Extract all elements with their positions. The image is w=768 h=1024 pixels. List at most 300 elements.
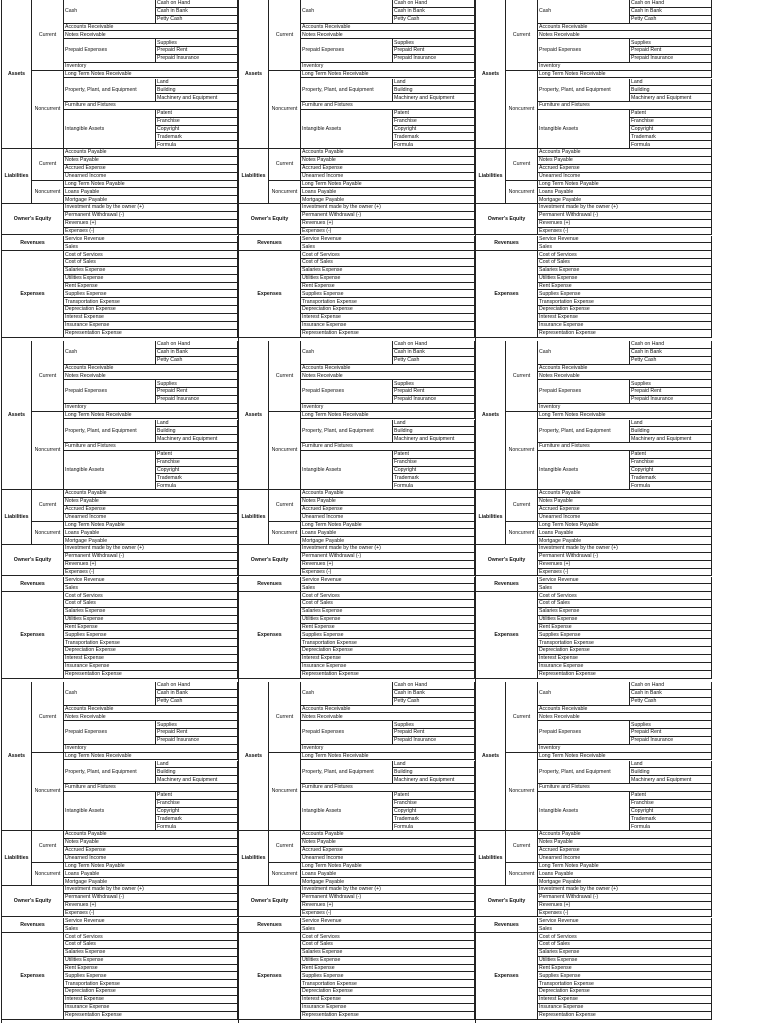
account-item: Accounts Receivable <box>538 365 712 373</box>
account-item: Long Term Notes Payable <box>64 522 238 530</box>
account-item: Intangible Assets <box>301 451 393 490</box>
account-sub-item: Building <box>630 768 712 776</box>
account-sub-item: Land <box>393 420 475 428</box>
account-item: Mortgage Payable <box>301 537 475 545</box>
account-item: Depreciation Expense <box>538 647 712 655</box>
account-item: Depreciation Expense <box>64 988 238 996</box>
account-category-label: Expenses <box>239 251 301 337</box>
account-sub-item: Building <box>393 427 475 435</box>
account-category-label: Expenses <box>476 251 538 337</box>
account-sub-item: Patent <box>630 451 712 459</box>
account-item: Transportation Expense <box>64 639 238 647</box>
account-item: Accrued Expense <box>64 165 238 173</box>
account-sub-item: Prepaid Rent <box>156 729 238 737</box>
account-item: Interest Expense <box>64 655 238 663</box>
account-item: Permanent Withdrawal (-) <box>64 894 238 902</box>
account-block-8 <box>238 682 474 1023</box>
account-item: Insurance Expense <box>301 663 475 671</box>
account-item: Cost of Services <box>538 592 712 600</box>
account-sub-item: Prepaid Rent <box>393 729 475 737</box>
account-group-label: Noncurrent <box>269 753 301 832</box>
account-group-label: Noncurrent <box>506 71 538 150</box>
account-sub-item: Trademark <box>156 815 238 823</box>
account-item: Supplies Expense <box>538 631 712 639</box>
account-item: Furniture and Fixtures <box>64 102 238 110</box>
account-sub-item: Trademark <box>156 474 238 482</box>
account-sub-item: Patent <box>630 792 712 800</box>
account-item: Inventory <box>538 404 712 412</box>
account-item: Service Revenue <box>301 236 475 244</box>
account-sub-item: Prepaid Insurance <box>393 396 475 404</box>
account-item: Investment made by the owner (+) <box>538 204 712 212</box>
account-item: Revenues (+) <box>538 902 712 910</box>
account-group-label: Noncurrent <box>32 71 64 150</box>
account-item: Supplies Expense <box>64 290 238 298</box>
account-item: Sales <box>538 925 712 933</box>
account-item: Long Term Notes Receivable <box>64 753 238 761</box>
account-item: Sales <box>64 925 238 933</box>
account-item: Long Term Notes Payable <box>64 181 238 189</box>
account-item: Notes Payable <box>64 498 238 506</box>
account-item: Expenses (-) <box>538 910 712 918</box>
account-group-label: Noncurrent <box>269 412 301 491</box>
account-item: Transportation Expense <box>64 298 238 306</box>
account-sub-item: Formula <box>630 823 712 831</box>
account-item: Interest Expense <box>301 655 475 663</box>
account-sub-item: Petty Cash <box>630 357 712 365</box>
account-sub-item: Petty Cash <box>630 16 712 24</box>
account-item: Sales <box>301 925 475 933</box>
account-item: Revenues (+) <box>538 561 712 569</box>
account-sub-item: Petty Cash <box>156 16 238 24</box>
account-item: Investment made by the owner (+) <box>64 204 238 212</box>
account-item: Mortgage Payable <box>538 537 712 545</box>
account-item: Mortgage Payable <box>64 196 238 204</box>
account-item: Permanent Withdrawal (-) <box>301 894 475 902</box>
account-group-label: Noncurrent <box>32 522 64 546</box>
account-group-label: Current <box>32 0 64 71</box>
account-item: Cost of Services <box>64 592 238 600</box>
account-category-label: Expenses <box>476 933 538 1019</box>
account-item: Cost of Sales <box>301 941 475 949</box>
account-item: Prepaid Expenses <box>301 721 393 745</box>
account-sub-item: Supplies <box>156 721 238 729</box>
account-item: Prepaid Expenses <box>64 39 156 63</box>
account-item: Cash <box>301 682 393 706</box>
account-item: Interest Expense <box>301 314 475 322</box>
account-sub-item: Machinery and Equipment <box>393 776 475 784</box>
account-sub-item: Franchise <box>393 800 475 808</box>
account-item: Utilities Expense <box>538 275 712 283</box>
account-item: Insurance Expense <box>538 663 712 671</box>
account-item: Inventory <box>301 63 475 71</box>
account-block-6 <box>475 341 711 682</box>
account-sub-item: Land <box>393 79 475 87</box>
account-item: Accounts Receivable <box>64 24 238 32</box>
account-sub-item: Franchise <box>156 459 238 467</box>
account-category-label: Assets <box>476 682 506 831</box>
account-sub-item: Building <box>393 768 475 776</box>
account-sub-item: Formula <box>630 141 712 149</box>
account-item: Furniture and Fixtures <box>538 102 712 110</box>
account-item: Cost of Services <box>538 933 712 941</box>
account-item: Property, Plant, and Equipment <box>64 79 156 103</box>
account-item: Long Term Notes Receivable <box>538 753 712 761</box>
account-item: Accounts Receivable <box>538 24 712 32</box>
account-item: Accrued Expense <box>301 506 475 514</box>
account-item: Intangible Assets <box>538 451 630 490</box>
account-item: Cost of Sales <box>64 941 238 949</box>
account-item: Cost of Services <box>64 933 238 941</box>
account-item: Mortgage Payable <box>301 196 475 204</box>
account-sub-item: Franchise <box>156 118 238 126</box>
account-category-label: Assets <box>476 341 506 490</box>
account-sub-item: Cash in Bank <box>630 690 712 698</box>
account-item: Long Term Notes Payable <box>64 863 238 871</box>
account-item: Investment made by the owner (+) <box>301 204 475 212</box>
account-sub-item: Franchise <box>393 459 475 467</box>
account-item: Accounts Payable <box>301 831 475 839</box>
account-item: Loans Payable <box>538 188 712 196</box>
account-item: Loans Payable <box>64 188 238 196</box>
account-sub-item: Copyright <box>630 467 712 475</box>
account-sub-item: Cash on Hand <box>156 341 238 349</box>
account-sub-item: Prepaid Rent <box>630 388 712 396</box>
account-item: Investment made by the owner (+) <box>301 545 475 553</box>
account-item: Transportation Expense <box>64 980 238 988</box>
account-item: Loans Payable <box>64 529 238 537</box>
account-item: Accounts Payable <box>64 490 238 498</box>
account-block-3 <box>475 0 711 341</box>
account-item: Utilities Expense <box>64 275 238 283</box>
account-item: Accounts Payable <box>301 490 475 498</box>
account-item: Notes Payable <box>301 498 475 506</box>
account-sub-item: Petty Cash <box>156 698 238 706</box>
account-item: Notes Payable <box>301 839 475 847</box>
account-sub-item: Patent <box>393 451 475 459</box>
account-item: Representation Expense <box>64 671 238 679</box>
account-item: Unearned Income <box>301 173 475 181</box>
account-item: Prepaid Expenses <box>64 721 156 745</box>
account-category-label: Expenses <box>239 933 301 1019</box>
account-item: Intangible Assets <box>538 110 630 149</box>
account-category-label: Expenses <box>476 592 538 678</box>
account-item: Salaries Expense <box>538 949 712 957</box>
account-block-7 <box>1 682 237 1023</box>
account-sub-item: Cash in Bank <box>630 8 712 16</box>
account-sub-item: Machinery and Equipment <box>156 94 238 102</box>
account-item: Intangible Assets <box>64 792 156 831</box>
account-sub-item: Machinery and Equipment <box>393 94 475 102</box>
account-group-label: Noncurrent <box>506 181 538 205</box>
account-item: Cost of Services <box>301 933 475 941</box>
account-sub-item: Cash on Hand <box>393 682 475 690</box>
account-item: Unearned Income <box>64 855 238 863</box>
account-item: Supplies Expense <box>538 290 712 298</box>
account-item: Accounts Payable <box>301 149 475 157</box>
account-item: Salaries Expense <box>64 267 238 275</box>
account-item: Notes Payable <box>538 839 712 847</box>
account-sub-item: Supplies <box>393 39 475 47</box>
account-item: Inventory <box>538 745 712 753</box>
account-item: Furniture and Fixtures <box>301 102 475 110</box>
account-item: Mortgage Payable <box>64 878 238 886</box>
account-sub-item: Copyright <box>393 467 475 475</box>
account-sub-item: Machinery and Equipment <box>156 435 238 443</box>
account-sub-item: Petty Cash <box>393 698 475 706</box>
account-group-label: Noncurrent <box>32 863 64 887</box>
account-item: Insurance Expense <box>301 1004 475 1012</box>
account-item: Investment made by the owner (+) <box>64 886 238 894</box>
account-sub-item: Machinery and Equipment <box>156 776 238 784</box>
account-item: Revenues (+) <box>301 902 475 910</box>
account-item: Notes Receivable <box>64 713 238 721</box>
account-item: Salaries Expense <box>538 267 712 275</box>
account-sub-item: Prepaid Insurance <box>630 737 712 745</box>
account-item: Cost of Services <box>64 251 238 259</box>
account-sub-item: Prepaid Rent <box>393 47 475 55</box>
account-sub-item: Building <box>156 86 238 94</box>
account-item: Accounts Payable <box>64 149 238 157</box>
account-group-label: Current <box>269 682 301 753</box>
account-item: Expenses (-) <box>538 228 712 236</box>
account-category-label: Assets <box>2 341 32 490</box>
account-category-label: Owner's Equity <box>476 886 538 917</box>
account-item: Mortgage Payable <box>64 537 238 545</box>
account-item: Revenues (+) <box>64 561 238 569</box>
account-item: Notes Payable <box>64 157 238 165</box>
account-category-label: Liabilities <box>476 490 506 545</box>
account-sub-item: Copyright <box>630 808 712 816</box>
account-sub-item: Machinery and Equipment <box>630 776 712 784</box>
account-block-1 <box>1 0 237 341</box>
account-sub-item: Trademark <box>156 133 238 141</box>
account-group-label: Noncurrent <box>32 412 64 491</box>
account-sub-item: Supplies <box>393 380 475 388</box>
account-sub-item: Trademark <box>630 815 712 823</box>
account-item: Depreciation Expense <box>538 988 712 996</box>
account-group-label: Noncurrent <box>32 753 64 832</box>
account-sub-item: Prepaid Rent <box>156 388 238 396</box>
account-item: Notes Payable <box>64 839 238 847</box>
account-sub-item: Building <box>630 427 712 435</box>
account-item: Utilities Expense <box>301 275 475 283</box>
account-item: Sales <box>64 243 238 251</box>
account-category-label: Liabilities <box>2 149 32 204</box>
account-item: Intangible Assets <box>301 792 393 831</box>
account-item: Mortgage Payable <box>301 878 475 886</box>
account-category-label: Revenues <box>476 918 538 934</box>
account-group-label: Current <box>506 831 538 862</box>
account-sub-item: Patent <box>393 110 475 118</box>
account-item: Accounts Receivable <box>538 706 712 714</box>
chart-of-accounts-sheet <box>1 0 767 1023</box>
account-item: Cash <box>301 0 393 24</box>
account-item: Rent Expense <box>301 283 475 291</box>
account-item: Representation Expense <box>301 1012 475 1020</box>
account-sub-item: Patent <box>630 110 712 118</box>
account-category-label: Owner's Equity <box>2 545 64 576</box>
account-item: Permanent Withdrawal (-) <box>301 553 475 561</box>
account-item: Investment made by the owner (+) <box>64 545 238 553</box>
account-item: Permanent Withdrawal (-) <box>301 212 475 220</box>
account-item: Transportation Expense <box>301 298 475 306</box>
account-item: Intangible Assets <box>64 110 156 149</box>
account-item: Representation Expense <box>538 330 712 338</box>
account-item: Furniture and Fixtures <box>64 784 238 792</box>
account-sub-item: Copyright <box>393 126 475 134</box>
account-item: Permanent Withdrawal (-) <box>64 553 238 561</box>
account-group-label: Current <box>506 682 538 753</box>
account-item: Insurance Expense <box>64 322 238 330</box>
account-sub-item: Land <box>630 761 712 769</box>
account-item: Loans Payable <box>301 188 475 196</box>
account-sub-item: Prepaid Rent <box>630 729 712 737</box>
account-sub-item: Patent <box>393 792 475 800</box>
account-item: Accrued Expense <box>301 165 475 173</box>
account-sub-item: Copyright <box>156 808 238 816</box>
account-item: Long Term Notes Payable <box>301 863 475 871</box>
account-item: Transportation Expense <box>301 980 475 988</box>
account-group-label: Current <box>269 490 301 521</box>
account-category-label: Owner's Equity <box>476 204 538 235</box>
account-sub-item: Prepaid Rent <box>156 47 238 55</box>
account-item: Furniture and Fixtures <box>301 784 475 792</box>
account-item: Interest Expense <box>538 314 712 322</box>
account-item: Accrued Expense <box>538 847 712 855</box>
account-sub-item: Land <box>156 420 238 428</box>
account-sub-item: Land <box>630 79 712 87</box>
account-sub-item: Formula <box>393 823 475 831</box>
account-category-label: Revenues <box>239 918 301 934</box>
account-item: Property, Plant, and Equipment <box>538 79 630 103</box>
account-item: Intangible Assets <box>64 451 156 490</box>
account-item: Notes Receivable <box>538 31 712 39</box>
account-sub-item: Machinery and Equipment <box>630 94 712 102</box>
account-sub-item: Cash in Bank <box>156 8 238 16</box>
account-sub-item: Trademark <box>393 815 475 823</box>
account-category-label: Liabilities <box>476 149 506 204</box>
account-item: Notes Receivable <box>301 372 475 380</box>
account-item: Long Term Notes Receivable <box>64 71 238 79</box>
account-sub-item: Cash in Bank <box>156 690 238 698</box>
account-item: Sales <box>64 584 238 592</box>
account-item: Permanent Withdrawal (-) <box>538 553 712 561</box>
account-category-label: Liabilities <box>239 831 269 886</box>
account-item: Accounts Receivable <box>64 706 238 714</box>
account-sub-item: Supplies <box>156 380 238 388</box>
account-item: Interest Expense <box>64 996 238 1004</box>
account-item: Expenses (-) <box>64 569 238 577</box>
account-item: Revenues (+) <box>64 902 238 910</box>
account-item: Unearned Income <box>301 855 475 863</box>
account-item: Accounts Receivable <box>301 365 475 373</box>
account-sub-item: Franchise <box>630 118 712 126</box>
account-item: Sales <box>538 584 712 592</box>
account-category-label: Assets <box>476 0 506 149</box>
account-item: Cash <box>538 682 630 706</box>
account-group-label: Noncurrent <box>269 71 301 150</box>
account-group-label: Noncurrent <box>506 753 538 832</box>
account-item: Salaries Expense <box>301 949 475 957</box>
account-sub-item: Patent <box>156 110 238 118</box>
account-category-label: Assets <box>239 682 269 831</box>
account-group-label: Current <box>32 149 64 180</box>
account-sub-item: Formula <box>156 823 238 831</box>
account-item: Inventory <box>64 745 238 753</box>
account-category-label: Revenues <box>2 577 64 593</box>
account-item: Loans Payable <box>538 529 712 537</box>
account-item: Sales <box>538 243 712 251</box>
account-sub-item: Copyright <box>630 126 712 134</box>
account-item: Notes Payable <box>301 157 475 165</box>
account-group-label: Current <box>32 341 64 412</box>
account-item: Cost of Services <box>301 251 475 259</box>
account-item: Cost of Sales <box>538 259 712 267</box>
account-category-label: Owner's Equity <box>239 886 301 917</box>
account-sub-item: Franchise <box>630 459 712 467</box>
account-sub-item: Cash in Bank <box>393 349 475 357</box>
account-item: Cost of Sales <box>301 259 475 267</box>
account-category-label: Liabilities <box>2 490 32 545</box>
account-item: Inventory <box>64 404 238 412</box>
account-item: Depreciation Expense <box>301 988 475 996</box>
account-sub-item: Supplies <box>630 380 712 388</box>
account-item: Transportation Expense <box>301 639 475 647</box>
account-group-label: Current <box>269 0 301 71</box>
account-item: Cost of Sales <box>64 259 238 267</box>
account-item: Transportation Expense <box>538 980 712 988</box>
account-item: Long Term Notes Receivable <box>301 412 475 420</box>
account-item: Accounts Payable <box>64 831 238 839</box>
account-sub-item: Trademark <box>393 474 475 482</box>
account-item: Expenses (-) <box>301 910 475 918</box>
account-block-9 <box>475 682 711 1023</box>
account-sub-item: Cash on Hand <box>156 682 238 690</box>
account-item: Inventory <box>301 745 475 753</box>
account-group-label: Noncurrent <box>506 863 538 887</box>
account-sub-item: Prepaid Rent <box>630 47 712 55</box>
account-item: Cash <box>64 0 156 24</box>
account-item: Utilities Expense <box>538 616 712 624</box>
account-sub-item: Prepaid Insurance <box>630 396 712 404</box>
account-item: Long Term Notes Payable <box>538 181 712 189</box>
account-sub-item: Patent <box>156 451 238 459</box>
account-item: Accounts Payable <box>538 149 712 157</box>
account-item: Property, Plant, and Equipment <box>64 420 156 444</box>
account-sub-item: Building <box>156 768 238 776</box>
account-sub-item: Cash in Bank <box>393 8 475 16</box>
account-item: Inventory <box>301 404 475 412</box>
account-item: Notes Receivable <box>64 31 238 39</box>
account-sub-item: Prepaid Insurance <box>156 737 238 745</box>
account-item: Inventory <box>64 63 238 71</box>
account-item: Inventory <box>538 63 712 71</box>
account-item: Depreciation Expense <box>64 306 238 314</box>
account-item: Interest Expense <box>64 314 238 322</box>
account-sub-item: Cash on Hand <box>630 682 712 690</box>
account-item: Depreciation Expense <box>538 306 712 314</box>
account-item: Expenses (-) <box>301 569 475 577</box>
account-item: Mortgage Payable <box>538 878 712 886</box>
account-sub-item: Cash on Hand <box>393 0 475 8</box>
account-item: Service Revenue <box>64 918 238 926</box>
account-item: Service Revenue <box>538 918 712 926</box>
account-item: Transportation Expense <box>538 639 712 647</box>
account-item: Insurance Expense <box>64 1004 238 1012</box>
account-item: Notes Receivable <box>538 372 712 380</box>
account-item: Long Term Notes Payable <box>301 522 475 530</box>
